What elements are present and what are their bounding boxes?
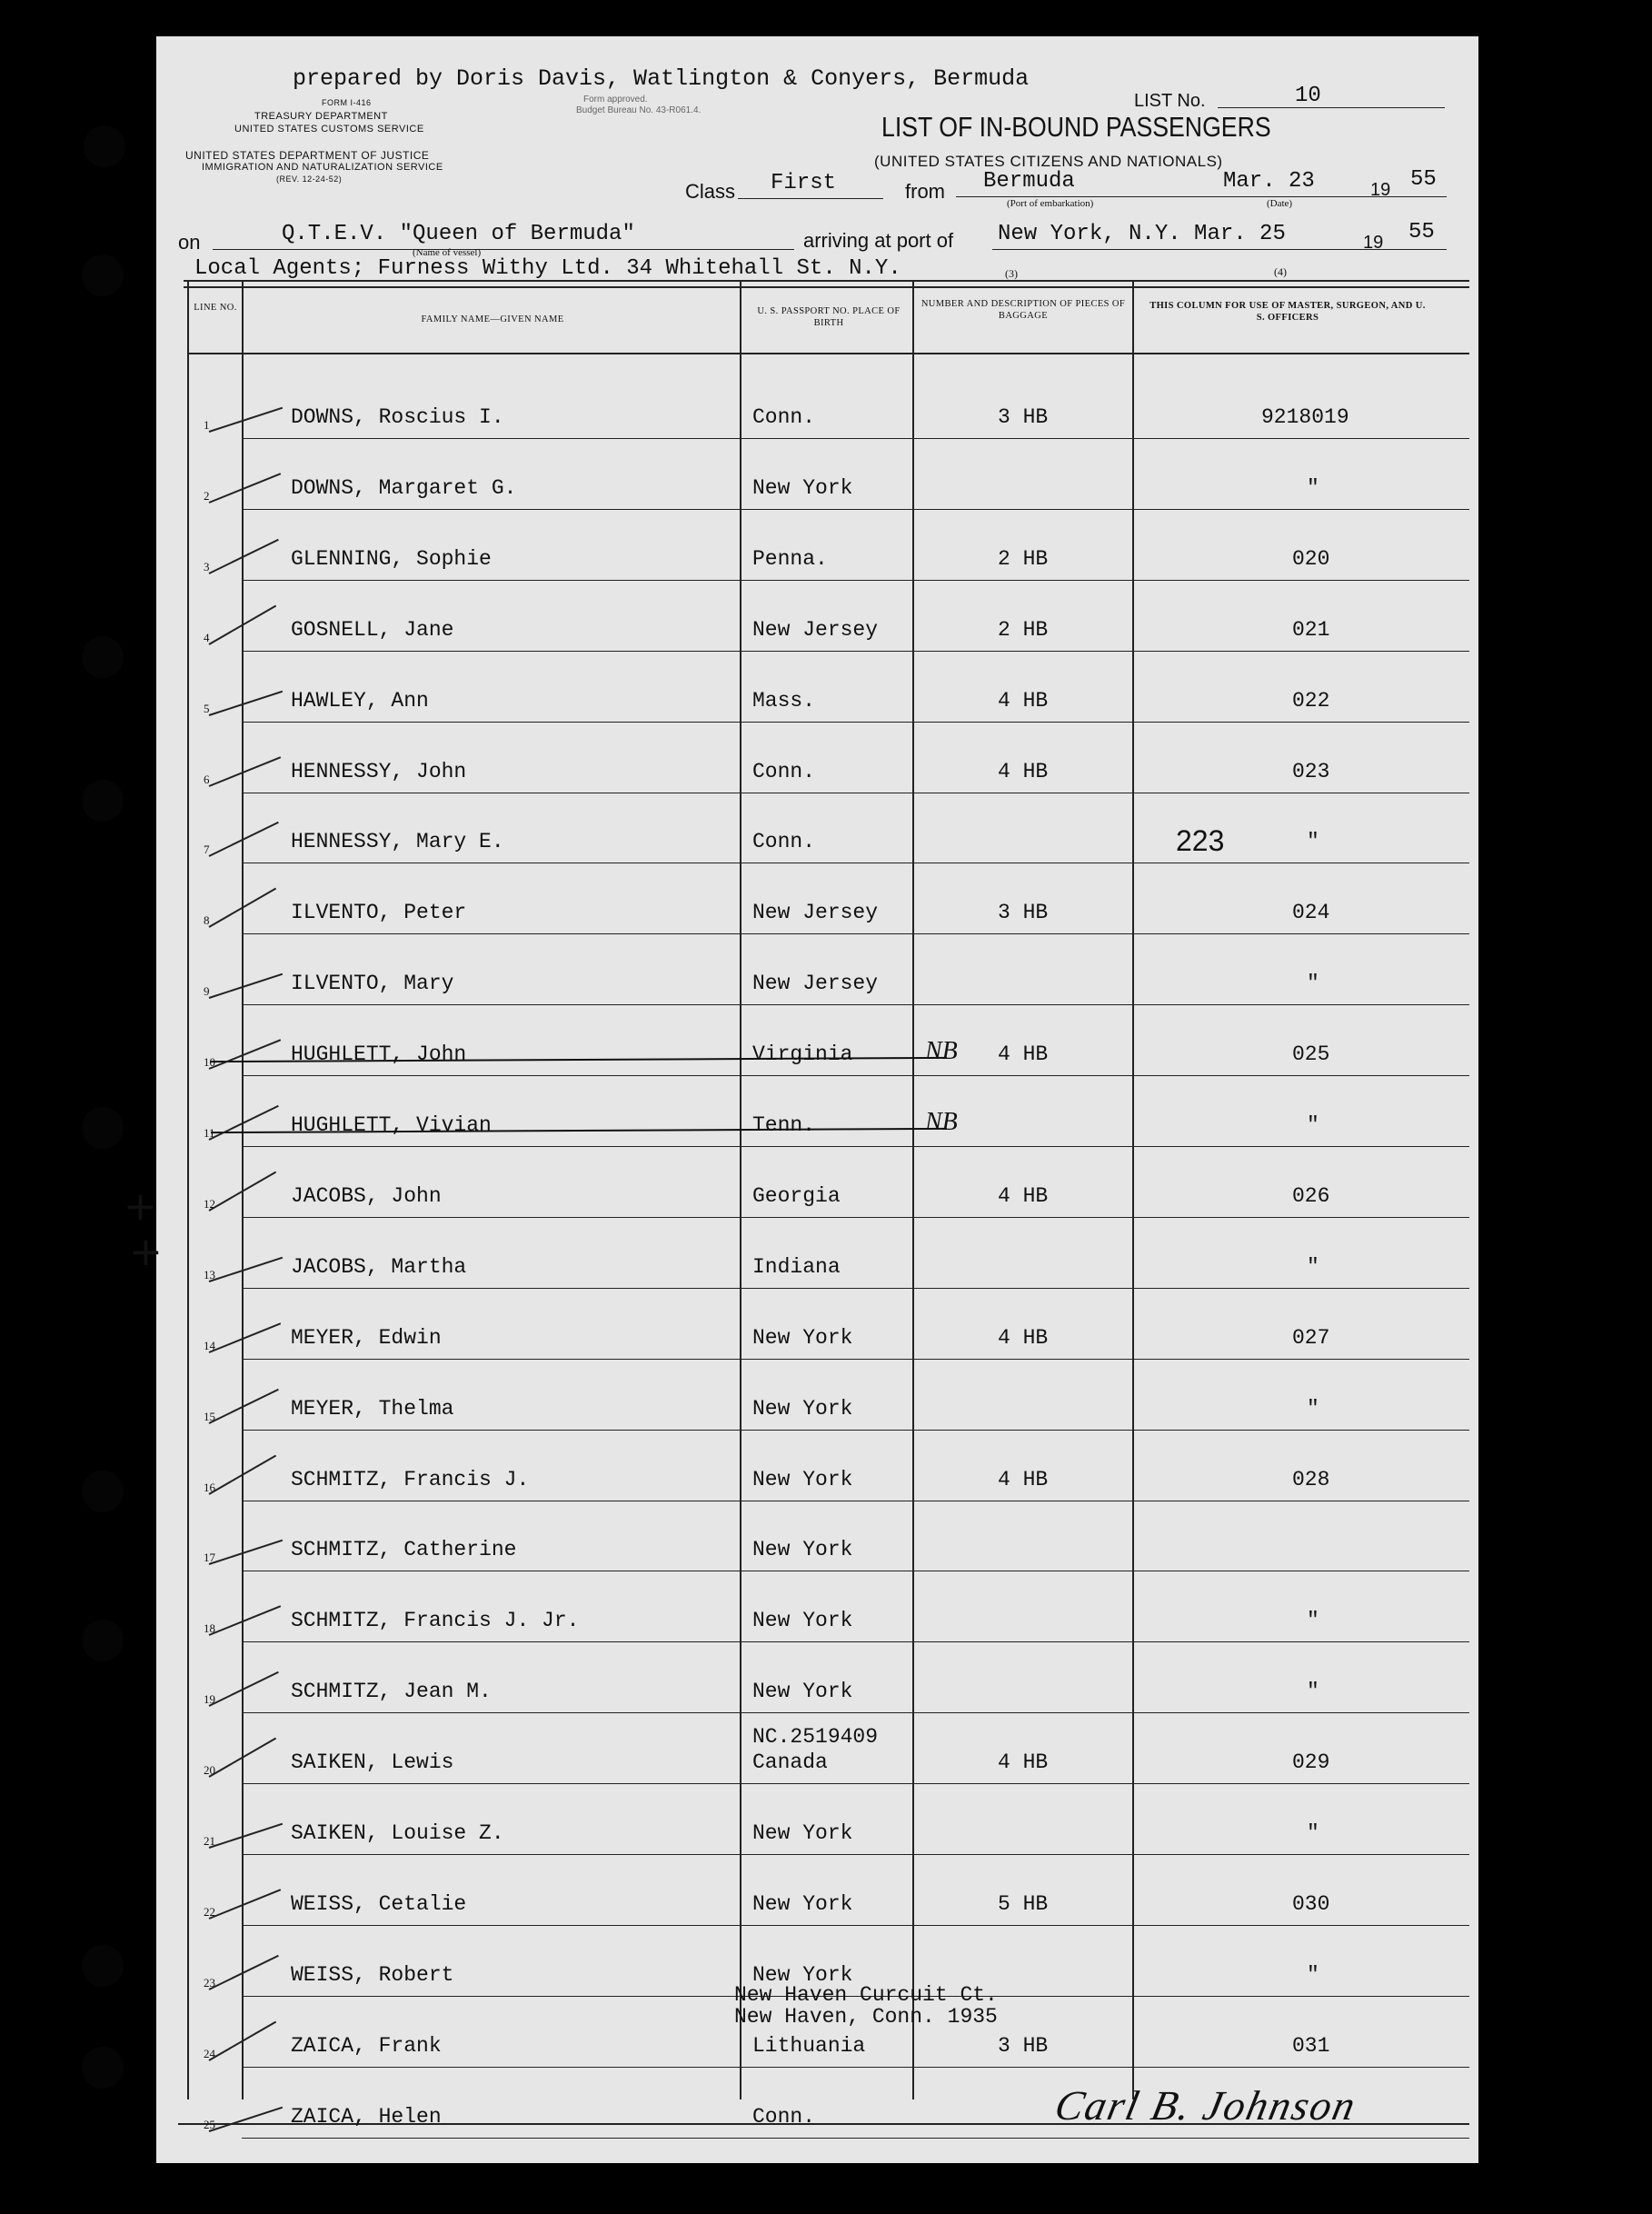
table-left-border [187,282,189,2099]
passenger-name: MEYER, Edwin [291,1326,442,1350]
passenger-name: WEISS, Cetalie [291,1892,467,1916]
passenger-name: HUGHLETT, John [291,1042,467,1066]
table-top-rule-2 [184,286,1469,288]
check-mark [209,473,282,504]
row-rule [242,722,1469,723]
year-value: 55 [1410,167,1437,192]
place-of-birth: Georgia [752,1184,841,1208]
place-of-birth: Lithuania [752,2034,866,2058]
check-mark [209,1105,279,1141]
place-of-birth: Indiana [752,1255,841,1279]
list-no-value: 10 [1295,84,1321,108]
passenger-name: GOSNELL, Jane [291,618,454,642]
vessel-caption: (Name of vessel) [413,247,482,258]
place-of-birth: New York [752,1468,853,1491]
place-of-birth: Virginia [752,1042,853,1066]
margin-plus: + [129,1229,163,1275]
arrival-year: 55 [1408,220,1435,244]
row-rule [242,1925,1469,1926]
passenger-name: SCHMITZ, Jean M. [291,1680,492,1703]
place-of-birth: New Jersey [752,972,879,995]
passenger-name: ILVENTO, Mary [291,972,454,995]
class-underline [738,198,883,199]
handwritten-note: 223 [1176,824,1225,857]
officer-entry: " [1307,1963,1319,1987]
officer-entry: 026 [1292,1184,1330,1208]
check-mark [209,1823,283,1849]
line-number: 6 [204,773,210,786]
baggage: 4 HB [998,1184,1049,1208]
punch-hole [82,636,124,678]
row-rule [242,1359,1469,1360]
form-number: FORM I-416 [322,98,372,107]
baggage: 4 HB [998,689,1049,713]
passport-number: NC.2519409 [752,1725,879,1749]
passenger-name: ZAICA, Frank [291,2034,442,2058]
officer-entry: 022 [1292,689,1330,713]
line-number: 5 [204,702,210,715]
line-number: 9 [204,984,210,998]
col-baggage: NUMBER AND DESCRIPTION OF PIECES OF BAGGAGE [921,299,1126,321]
place-of-birth: Tenn. [752,1113,816,1137]
arriving-label: arriving at port of [803,229,954,252]
date-caption: (Date) [1267,198,1293,209]
dept-justice: UNITED STATES DEPARTMENT OF JUSTICE [185,149,430,162]
row-rule [242,509,1469,510]
line-number: 21 [204,1834,215,1848]
arrival-year-prefix: 19 [1363,233,1384,253]
passenger-name: DOWNS, Roscius I. [291,405,504,429]
row-rule [242,1004,1469,1005]
check-mark [209,1671,279,1707]
line-number: 19 [204,1692,215,1706]
officer-entry: 9218019 [1261,405,1349,429]
line-number: 17 [204,1551,215,1564]
footnote-4: (4) [1274,265,1287,278]
local-agents: Local Agents; Furness Withy Ltd. 34 Whitehall St. N.Y. [194,256,901,281]
prepared-by-line: prepared by Doris Davis, Watlington & Conyers, Bermuda [293,65,1030,92]
officer-entry: " [1307,1609,1319,1632]
check-mark [209,1322,282,1353]
officer-entry: 025 [1292,1042,1330,1066]
passenger-name: SCHMITZ, Francis J. [291,1468,530,1491]
passenger-name: JACOBS, Martha [291,1255,467,1279]
place-of-birth: Conn. [752,760,816,783]
passenger-name: GLENNING, Sophie [291,547,492,571]
baggage: 3 HB [998,2034,1049,2058]
officer-entry: 021 [1292,618,1330,642]
passenger-name: MEYER, Thelma [291,1397,454,1421]
line-number: 20 [204,1763,215,1777]
check-mark [209,822,279,857]
dept-immigration: IMMIGRATION AND NATURALIZATION SERVICE [202,162,443,173]
budget-bureau: Budget Bureau No. 43-R061.4. [576,105,702,115]
vessel-name: Q.T.E.V. "Queen of Bermuda" [282,222,635,246]
signature: Carl B. Johnson [1050,2082,1361,2129]
punch-hole [82,780,124,822]
baggage: 4 HB [998,760,1049,783]
row-rule [242,651,1469,652]
form-subtitle: (UNITED STATES CITIZENS AND NATIONALS) [874,153,1223,170]
place-of-birth: New York [752,1963,853,1987]
handwritten-nb: NB [925,1108,958,1136]
row-rule [242,2138,1469,2139]
row-rule [242,580,1469,581]
punch-hole [82,1945,124,1987]
port-caption: (Port of embarkation) [1007,198,1094,209]
from-underline [956,196,1247,197]
dept-treasury: TREASURY DEPARTMENT [254,111,388,122]
row-rule [242,1075,1469,1076]
row-rule [242,1288,1469,1289]
check-mark [209,691,283,716]
baggage: 4 HB [998,1468,1049,1491]
punch-hole [82,1471,124,1512]
baggage: 5 HB [998,1892,1049,1916]
line-number: 2 [204,489,210,503]
passenger-name: SCHMITZ, Catherine [291,1538,517,1561]
line-number: 3 [204,560,210,573]
place-of-birth: Penna. [752,547,828,571]
line-number: 16 [204,1481,215,1494]
officer-entry: " [1307,476,1319,500]
passenger-name: WEISS, Robert [291,1963,454,1987]
officer-entry: " [1307,972,1319,995]
row-rule [242,2067,1469,2068]
table-top-rule [184,280,1469,282]
row-rule [242,1783,1469,1784]
check-mark [209,1889,282,1920]
officer-entry: 024 [1292,901,1330,924]
check-mark [209,973,283,999]
form-approved: Form approved. [583,95,648,105]
baggage: 2 HB [998,547,1049,571]
officer-entry: 029 [1292,1750,1330,1774]
place-of-birth: Conn. [752,2105,816,2129]
row-rule [242,1712,1469,1713]
punch-hole [82,1107,124,1149]
officer-entry: " [1307,830,1319,853]
line-number: 25 [204,2118,215,2131]
line-number: 11 [204,1126,215,1140]
place-of-birth: New York [752,1397,853,1421]
punch-hole [82,1620,124,1661]
check-mark [209,2107,283,2132]
place-of-birth: Conn. [752,405,816,429]
court-note: New Haven Curcuit Ct. [734,1983,998,2007]
check-mark [209,1540,283,1565]
officer-entry: " [1307,1821,1319,1845]
place-of-birth: New York [752,1821,853,1845]
officer-entry: 031 [1292,2034,1330,2058]
class-value: First [771,171,837,195]
officer-entry: 030 [1292,1892,1330,1916]
officer-entry: 028 [1292,1468,1330,1491]
line-number: 15 [204,1410,215,1423]
row-rule [242,1854,1469,1855]
form-revision: (REV. 12-24-52) [276,175,343,184]
baggage: 4 HB [998,1750,1049,1774]
officer-entry: " [1307,1680,1319,1703]
row-rule [242,438,1469,439]
baggage-divider [1132,282,1134,2099]
punch-hole [82,254,124,296]
passenger-name: HUGHLETT, Vivian [291,1113,492,1137]
officer-entry: 027 [1292,1326,1330,1350]
passenger-name: SCHMITZ, Francis J. Jr. [291,1609,580,1632]
passenger-name: DOWNS, Margaret G. [291,476,517,500]
dept-customs: UNITED STATES CUSTOMS SERVICE [234,124,424,135]
list-no-label: LIST No. [1134,91,1206,111]
place-of-birth: New York [752,1609,853,1632]
passenger-name: ZAICA, Helen [291,2105,442,2129]
line-number: 8 [204,913,210,927]
passenger-name: HAWLEY, Ann [291,689,429,713]
check-mark [209,539,279,574]
line-number: 10 [204,1055,215,1069]
place-of-birth: Mass. [752,689,816,713]
place-of-birth: New Jersey [752,901,879,924]
baggage: 4 HB [998,1326,1049,1350]
list-no-underline [1218,107,1445,108]
col-passport: U. S. PASSPORT NO. PLACE OF BIRTH [757,306,901,328]
check-mark [209,756,282,787]
col-name: FAMILY NAME—GIVEN NAME [421,314,564,324]
line-number: 22 [204,1905,215,1919]
baggage: 4 HB [998,1042,1049,1066]
place-of-birth: Canada [752,1750,828,1774]
officer-entry: " [1307,1397,1319,1421]
line-number: 23 [204,1976,215,1990]
line-number: 12 [204,1197,215,1211]
place-of-birth: New Jersey [752,618,879,642]
officer-entry: " [1307,1113,1319,1137]
passenger-name: HENNESSY, Mary E. [291,830,504,853]
place-of-birth: Conn. [752,830,816,853]
check-mark [209,407,283,433]
place-of-birth: New York [752,1326,853,1350]
row-rule [242,933,1469,934]
from-value: Bermuda [983,169,1075,194]
passenger-name: JACOBS, John [291,1184,442,1208]
col-line-no: LINE NO. [194,303,237,313]
name-divider [740,282,741,2099]
date-underline [1210,196,1447,197]
line-number: 1 [204,418,210,432]
on-label: on [178,231,201,254]
date-value: Mar. 23 [1223,169,1315,194]
check-mark [209,1039,282,1070]
baggage: 3 HB [998,901,1049,924]
check-mark [209,1605,282,1636]
row-rule [242,1217,1469,1218]
handwritten-nb: NB [925,1037,958,1065]
row-rule [242,1430,1469,1431]
year-prefix: 19 [1370,180,1391,200]
line-number: 14 [204,1339,215,1352]
baggage: 2 HB [998,618,1049,642]
form-title: LIST OF IN-BOUND PASSENGERS [881,111,1271,143]
passenger-name: SAIKEN, Lewis [291,1750,454,1774]
passenger-name: SAIKEN, Louise Z. [291,1821,504,1845]
from-label: from [905,180,945,203]
punch-hole [82,2047,124,2089]
officer-entry: " [1307,1255,1319,1279]
vessel-underline [213,249,794,250]
officer-entry: 023 [1292,760,1330,783]
punch-hole [84,125,125,167]
check-mark [209,1955,279,1990]
manifest-page [124,36,1478,2163]
court-note: New Haven, Conn. 1935 [734,2005,998,2029]
line-number: 24 [204,2047,215,2060]
place-of-birth: New York [752,476,853,500]
place-of-birth: New York [752,1680,853,1703]
class-label: Class [685,180,736,203]
officer-entry: 020 [1292,547,1330,571]
check-mark [209,1257,283,1282]
place-of-birth: New York [752,1892,853,1916]
col-officers: THIS COLUMN FOR USE OF MASTER, SURGEON, AND U. S. OFFICERS [1149,301,1426,323]
row-rule [242,1146,1469,1147]
footnote-3: (3) [1005,267,1018,280]
passport-divider [912,282,914,2099]
row-rule [242,1641,1469,1642]
line-number: 13 [204,1268,215,1282]
arrival-port: New York, N.Y. Mar. 25 [998,222,1286,246]
baggage: 3 HB [998,405,1049,429]
margin-plus: + [124,1183,157,1230]
check-mark [209,1389,279,1424]
passenger-name: HENNESSY, John [291,760,467,783]
header-bottom-rule [187,353,1469,354]
place-of-birth: New York [752,1538,853,1561]
line-number: 18 [204,1621,215,1635]
passenger-name: ILVENTO, Peter [291,901,467,924]
line-number: 4 [204,631,210,644]
line-number: 7 [204,843,210,856]
